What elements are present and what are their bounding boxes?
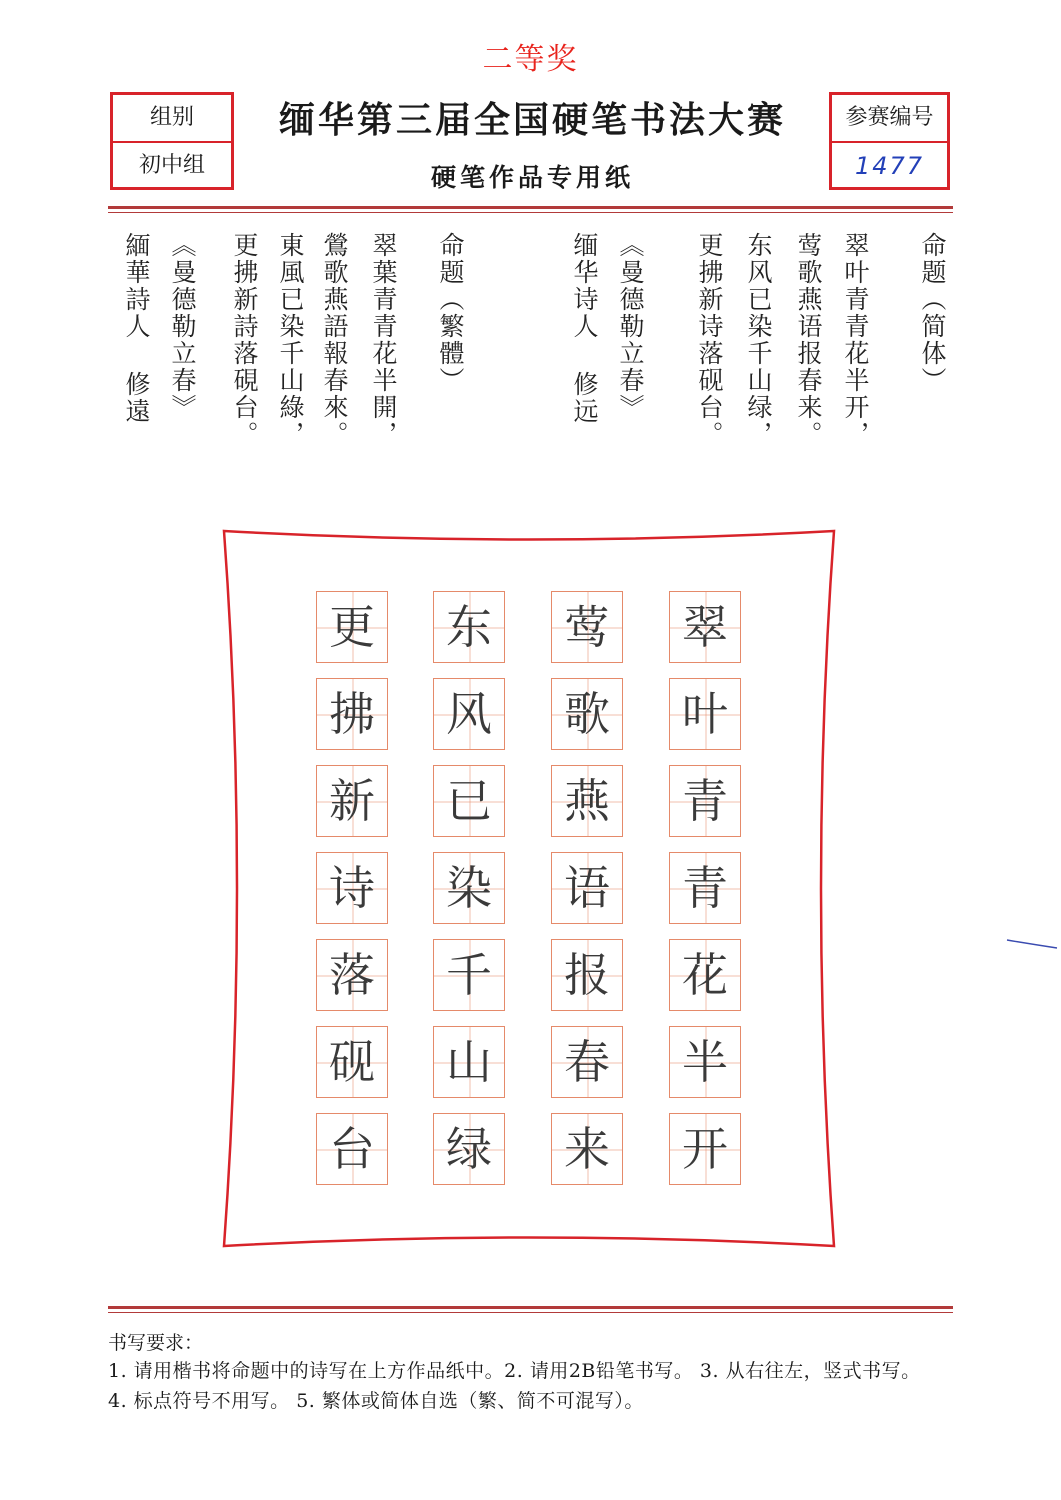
artwork-cell: 花 <box>669 939 741 1011</box>
artwork-cell: 新 <box>316 765 388 837</box>
prompt-simplified-line-4: 更拂新诗落砚台。 <box>695 232 724 448</box>
artwork-cell: 燕 <box>551 765 623 837</box>
artwork-cell: 拂 <box>316 678 388 750</box>
artwork-cell: 来 <box>551 1113 623 1185</box>
requirements-line-2: 4. 标点符号不用写。 5. 繁体或简体自选（繁、简不可混写）。 <box>108 1390 644 1412</box>
artwork-cell: 开 <box>669 1113 741 1185</box>
artwork-cell: 绿 <box>433 1113 505 1185</box>
requirements-line-1: 1. 请用楷书将命题中的诗写在上方作品纸中。2. 请用2B铅笔书写。 3. 从右往左，竖式书写。 <box>108 1360 921 1382</box>
group-value: 初中组 <box>138 153 205 178</box>
prompt-simplified-line-3: 东风已染千山绿， <box>744 232 773 448</box>
artwork-cell: 春 <box>551 1026 623 1098</box>
pen-stroke-mark <box>1005 936 1061 956</box>
prompt-traditional-title: 《曼德勒立春》 <box>168 232 197 421</box>
artwork-cell: 诗 <box>316 852 388 924</box>
artwork-cell: 千 <box>433 939 505 1011</box>
artwork-cell: 莺 <box>551 591 623 663</box>
footer-rule-thin <box>108 1312 953 1313</box>
prompt-traditional-line-1: 翠葉青青花半開， <box>369 232 398 448</box>
artwork-cell: 染 <box>433 852 505 924</box>
paper-subtitle: 硬笔作品专用纸 <box>430 163 634 192</box>
artwork-cell: 东 <box>433 591 505 663</box>
award-label: 二等奖 <box>482 42 579 77</box>
artwork-cell: 风 <box>433 678 505 750</box>
artwork-cell: 已 <box>433 765 505 837</box>
prompt-traditional-line-3: 東風已染千山綠， <box>276 232 305 448</box>
competition-title: 缅华第三届全国硬笔书法大赛 <box>278 99 786 141</box>
group-label: 组别 <box>113 95 231 143</box>
prompt-simplified-author: 缅华诗人 修远 <box>570 232 599 425</box>
entry-number: 1477 <box>854 152 925 180</box>
prompt-traditional-line-2: 鶯歌燕語報春來。 <box>320 232 349 448</box>
prompt-simplified-heading: 命题（简体） <box>918 232 947 394</box>
artwork-cell: 落 <box>316 939 388 1011</box>
prompt-simplified-title: 《曼德勒立春》 <box>616 232 645 421</box>
prompt-simplified-line-1: 翠叶青青花半开， <box>841 232 870 448</box>
artwork-cell: 砚 <box>316 1026 388 1098</box>
artwork-cell: 翠 <box>669 591 741 663</box>
artwork-cell: 报 <box>551 939 623 1011</box>
artwork-cell: 语 <box>551 852 623 924</box>
prompt-traditional-heading: 命题（繁體） <box>436 232 465 394</box>
prompt-traditional-line-4: 更拂新詩落硯台。 <box>230 232 259 448</box>
requirements-heading: 书写要求： <box>108 1332 204 1354</box>
prompt-traditional-author: 緬華詩人 修遠 <box>122 232 151 425</box>
artwork-cell: 山 <box>433 1026 505 1098</box>
footer-rule-thick <box>108 1306 953 1309</box>
artwork-cell: 叶 <box>669 678 741 750</box>
artwork-cell: 台 <box>316 1113 388 1185</box>
prompt-simplified-line-2: 莺歌燕语报春来。 <box>794 232 823 448</box>
artwork-cell: 歌 <box>551 678 623 750</box>
artwork-cell: 青 <box>669 852 741 924</box>
artwork-cell: 更 <box>316 591 388 663</box>
entry-label: 参赛编号 <box>832 95 947 143</box>
artwork-cell: 青 <box>669 765 741 837</box>
artwork-cell: 半 <box>669 1026 741 1098</box>
